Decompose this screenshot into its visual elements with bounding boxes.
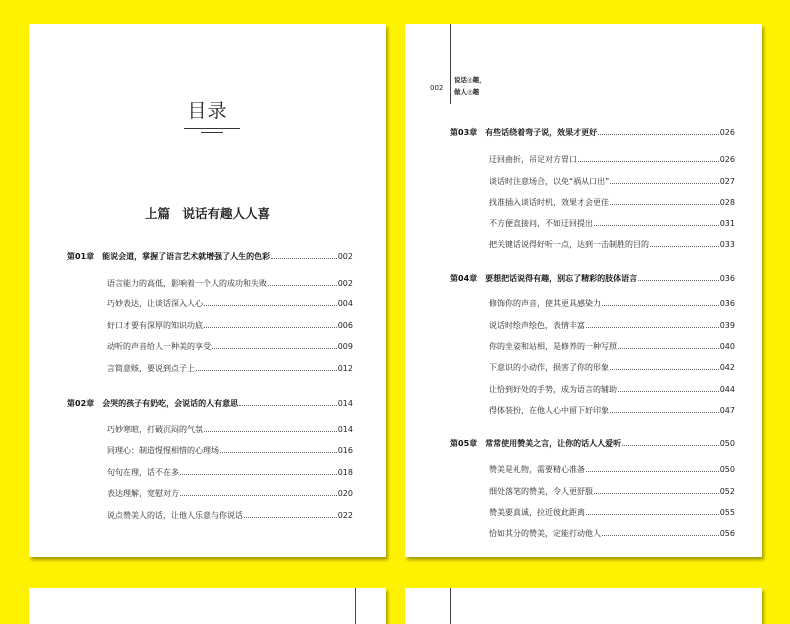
- toc-entry: 把关键话说得好听一点，达到一击制胜的目的 033: [489, 240, 735, 249]
- toc-entry: 修饰你的声音，使其更具感染力 036: [489, 299, 735, 308]
- page-partial-left: [29, 588, 386, 624]
- page-rule: [355, 588, 356, 624]
- toc-chapter: 第05章 常常使用赞美之言，让你的话人人爱听 050: [450, 439, 735, 448]
- toc-entry: 说点赞美人的话，让他人乐意与你说话 022: [107, 511, 353, 520]
- toc-chapter: 第04章 要想把话说得有趣，别忘了精彩的肢体语言 036: [450, 274, 735, 283]
- toc-entry: 你的坐姿和站相，是修养的一种写照 040: [489, 342, 735, 351]
- running-head-rule: [450, 24, 451, 104]
- title-rule-short: [201, 132, 223, 133]
- toc-page-right: [405, 24, 762, 557]
- toc-entry: 同理心：制造惺惺相惜的心理场 016: [107, 446, 353, 455]
- toc-entry: 说话时绘声绘色，表情丰富 039: [489, 321, 735, 330]
- toc-entry: 动听的声音给人一种美的享受 009: [107, 342, 353, 351]
- toc-entry: 语言能力的高低，影响着一个人的成功和失败 002: [107, 279, 353, 288]
- toc-entry: 言简意赅，要说到点子上 012: [107, 364, 353, 373]
- toc-entry: 巧妙寒暄，打破沉闷的气氛 014: [107, 425, 353, 434]
- toc-chapter: 第02章 会哭的孩子有奶吃，会说话的人有意思 014: [67, 399, 353, 408]
- toc-entry: 下意识的小动作，损害了你的形象 042: [489, 363, 735, 372]
- toc-entry: 谈话时注意场合，以免“祸从口出” 027: [489, 177, 735, 186]
- toc-chapter: 第01章 能说会道，掌握了语言艺术就增强了人生的色彩 002: [67, 252, 353, 261]
- toc-entry: 恰如其分的赞美，定能打动他人 056: [489, 529, 735, 538]
- toc-page-left: [29, 24, 386, 557]
- part-heading: 上篇 说话有趣人人喜: [144, 206, 270, 221]
- toc-entry: 细处落笔的赞美，令人更舒服 052: [489, 487, 735, 496]
- page-number: 002: [430, 84, 444, 92]
- toc-entry: 得体装扮，在他人心中留下好印象 047: [489, 406, 735, 415]
- toc-entry: 找准插入谈话时机，效果才会更佳 028: [489, 198, 735, 207]
- toc-entry: 好口才要有深厚的知识功底 006: [107, 321, 353, 330]
- page-partial-right: [405, 588, 762, 624]
- toc-entry: 让恰到好处的手势，成为语言的辅助 044: [489, 385, 735, 394]
- toc-entry: 表达理解，宽慰对方 020: [107, 489, 353, 498]
- toc-entry: 不方便直接问，不如迂回提出 031: [489, 219, 735, 228]
- toc-entry: 赞美要真诚，拉近彼此距离 055: [489, 508, 735, 517]
- toc-entry: 句句在理，话不在多 018: [107, 468, 353, 477]
- page-rule: [450, 588, 451, 624]
- running-title: 说话◎趣， 做人◎趣: [454, 76, 486, 96]
- toc-entry: 迂回曲折，吊足对方胃口 026: [489, 155, 735, 164]
- toc-chapter: 第03章 有些话绕着弯子说，效果才更好 026: [450, 128, 735, 137]
- toc-title: 目录: [187, 100, 228, 122]
- toc-entry: 赞美是礼物，需要精心准备 050: [489, 465, 735, 474]
- title-rule: [184, 128, 240, 129]
- toc-entry: 巧妙表达，让谈话深入人心 004: [107, 299, 353, 308]
